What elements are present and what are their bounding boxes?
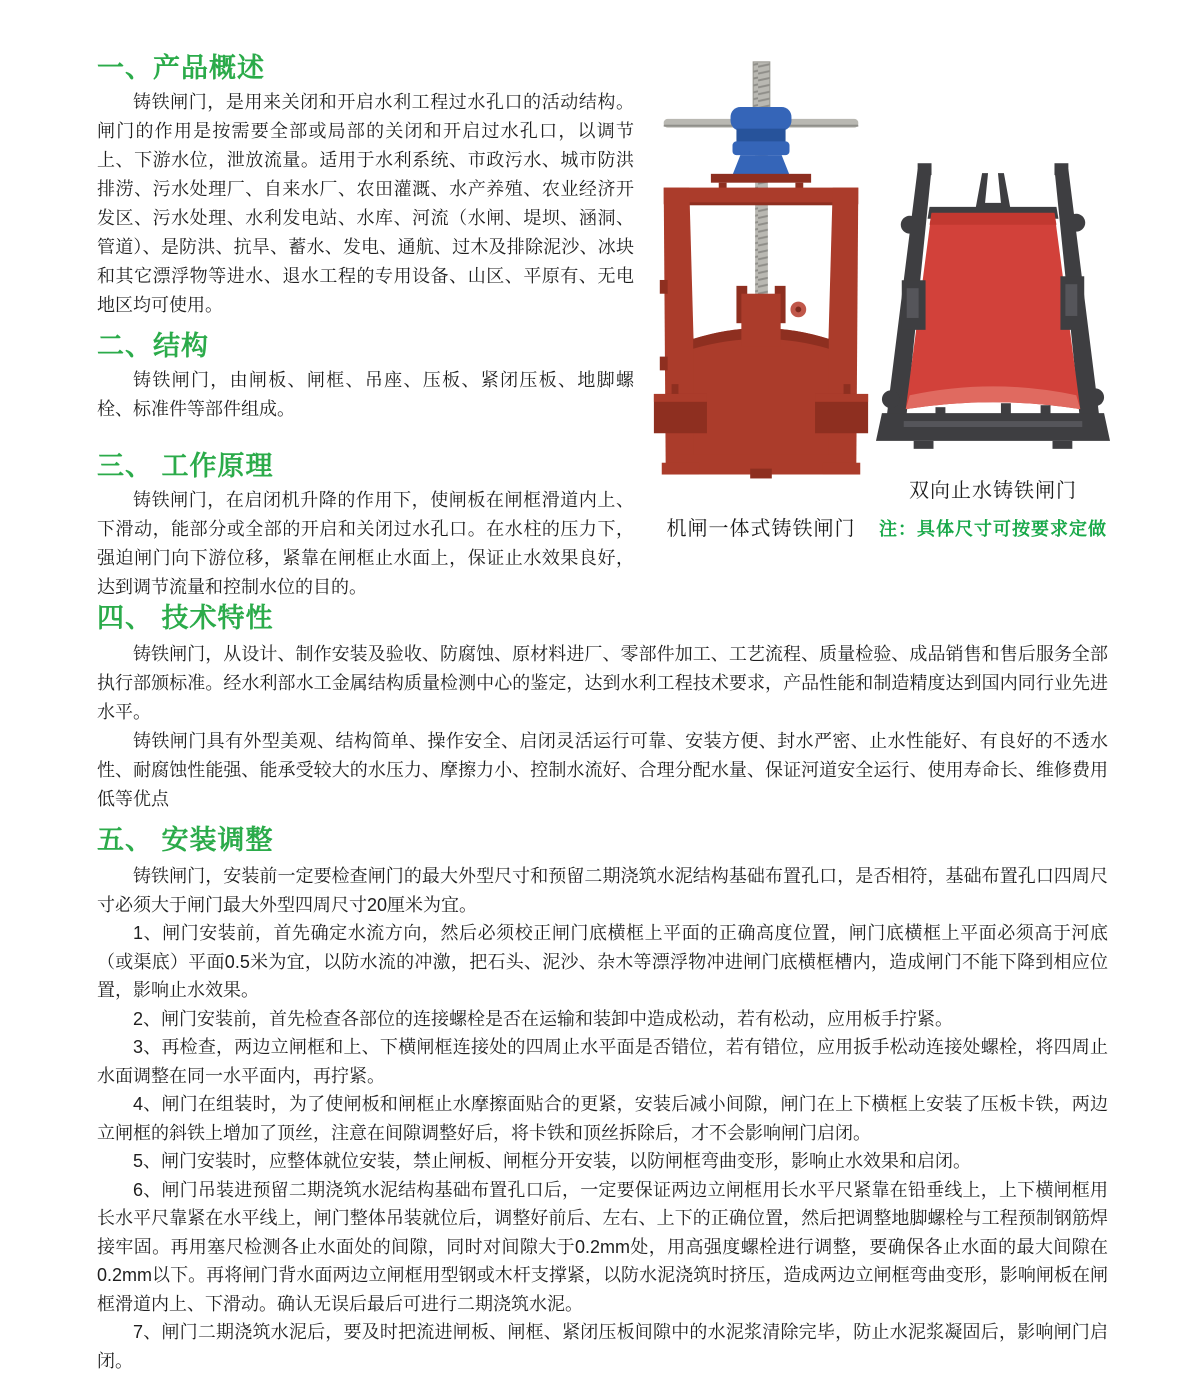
installation-step-7: 7、闸门二期浇筑水泥后，要及时把流进闸板、闸框、紧闭压板间隙中的水泥浆清除完毕，防止水泥浆凝固后，影响闸门启闭。 bbox=[97, 1322, 1108, 1371]
section-installation-adjustment bbox=[97, 824, 1108, 1375]
section-working-principle bbox=[97, 450, 634, 602]
section-heading-installation: 五、 安装调整 bbox=[97, 825, 274, 855]
section-heading-overview: 一、产品概述 bbox=[97, 53, 265, 83]
top-layout bbox=[97, 52, 1108, 602]
principle-paragraph: 铸铁闸门，在启闭机升降的作用下，使闸板在闸框滑道内上、下滑动，能部分或全部的开启和关闭过水孔口。在水柱的压力下，强迫闸门向下游位移，紧靠在闸框止水面上，保证止水效果良好，达到调节流量和控制水位的目的。 bbox=[97, 490, 634, 597]
installation-step-5: 5、闸门安装时，应整体就位安装，禁止闸板、闸框分开安装，以防闸框弯曲变形，影响止水效果和启闭。 bbox=[133, 1151, 972, 1171]
technical-paragraph-2: 铸铁闸门具有外型美观、结构简单、操作安全、启闭灵活运行可靠、安装方便、封水严密、止水性能好、有良好的不透水性、耐腐蚀性能强、能承受较大的水压力、摩擦力小、控制水流好、合理分配水量、保证河道安全运行、使用寿命长、维修费用低等优点 bbox=[97, 731, 1108, 809]
screw-lift-gate-photo bbox=[648, 58, 874, 498]
double-seal-gate-photo bbox=[874, 160, 1112, 460]
installation-step-2: 2、闸门安装前，首先检查各部位的连接螺栓是否在运输和装卸中造成松动，若有松动，应用板手拧紧。 bbox=[133, 1008, 954, 1029]
section-structure bbox=[97, 330, 634, 424]
section-heading-principle: 三、 工作原理 bbox=[97, 451, 274, 481]
section-technical-characteristics bbox=[97, 602, 1108, 814]
figure-screw-lift-gate bbox=[648, 58, 874, 541]
installation-step-1: 1、闸门安装前，首先确定水流方向，然后必须校正闸门底横框上平面的正确高度位置，闸门底横框上平面必须高于河底（或渠底）平面0.5米为宜，以防水流的冲激，把石头、泥沙、杂木等漂浮物冲进闸门底横框槽内，造成闸门不能下降到相应位置，影响止水效果。 bbox=[97, 923, 1108, 1000]
installation-step-6: 6、闸门吊装进预留二期浇筑水泥结构基础布置孔口后，一定要保证两边立闸框用长水平尺紧靠在铅垂线上，上下横闸框用长水平尺靠紧在水平线上，闸门整体吊装就位后，调整好前后、左右、上下的正确位置，然后把调整地脚螺栓与工程预制钢筋焊接牢固。再用塞尺检测各止水面处的间隙，同时对间隙大于0.2mm处，用高强度螺栓进行调整，要确保各止水面的最大间隙在0.2mm以下。再将闸门背水面两边立闸框用型钢或木杆支撑紧，以防水泥浇筑时挤压，造成两边立闸框弯曲变形，影响闸板在闸框滑道内上、下滑动。确认无误后最后可进行二期浇筑水泥。 bbox=[97, 1179, 1108, 1314]
overview-paragraph: 铸铁闸门，是用来关闭和开启水利工程过水孔口的活动结构。闸门的作用是按需要全部或局部的关闭和开启过水孔口，以调节上、下游水位，泄放流量。适用于水利系统、市政污水、城市防洪排涝、污水处理厂、自来水厂、农田灌溉、水产养殖、农业经济开发区、污水处理、水利发电站、水库、河流（水闸、堤坝、涵洞、管道）、是防洪、抗旱、蓄水、发电、通航、过木及排除泥沙、冰块和其它漂浮物等进水、退水工程的专用设备、山区、平原有、无电地区均可使用。 bbox=[97, 92, 634, 315]
figures-row bbox=[648, 58, 1112, 541]
section-product-overview bbox=[97, 52, 634, 320]
installation-intro: 铸铁闸门，安装前一定要检查闸门的最大外型尺寸和预留二期浇筑水泥结构基础布置孔口，是否相符，基础布置孔口四周尺寸必须大于闸门最大外型四周尺寸20厘米为宜。 bbox=[97, 866, 1108, 915]
structure-paragraph: 铸铁闸门，由闸板、闸框、吊座、压板、紧闭压板、地脚螺栓、标准件等部件组成。 bbox=[97, 370, 634, 419]
figure-caption-double-seal: 双向止水铸铁闸门 bbox=[909, 480, 1077, 502]
text-column bbox=[97, 52, 634, 602]
custom-size-note: 注：具体尺寸可按要求定做 bbox=[879, 519, 1107, 539]
figure-caption-screw-lift: 机闸一体式铸铁闸门 bbox=[666, 518, 856, 540]
technical-paragraph-1: 铸铁闸门，从设计、制作安装及验收、防腐蚀、原材料进厂、零部件加工、工艺流程、质量检验、成品销售和售后服务全部执行部颁标准。经水利部水工金属结构质量检测中心的鉴定，达到水利工程技术要求，产品性能和制造精度达到国内同行业先进水平。 bbox=[97, 644, 1108, 722]
figures-column bbox=[634, 52, 1112, 602]
installation-step-4: 4、闸门在组装时，为了使闸板和闸框止水摩擦面贴合的更紧，安装后减小间隙，闸门在上下横框上安装了压板卡铁，两边立闸框的斜铁上增加了顶丝，注意在间隙调整好后，将卡铁和顶丝拆除后，才不会影响闸门启闭。 bbox=[97, 1094, 1108, 1143]
installation-step-3: 3、再检查，两边立闸框和上、下横闸框连接处的四周止水平面是否错位，若有错位，应用扳手松动连接处螺栓，将四周止水面调整在同一水平面内，再拧紧。 bbox=[97, 1037, 1108, 1086]
section-heading-technical: 四、 技术特性 bbox=[97, 603, 274, 633]
figure-double-seal-gate bbox=[874, 160, 1112, 541]
section-heading-structure: 二、结构 bbox=[97, 331, 209, 361]
